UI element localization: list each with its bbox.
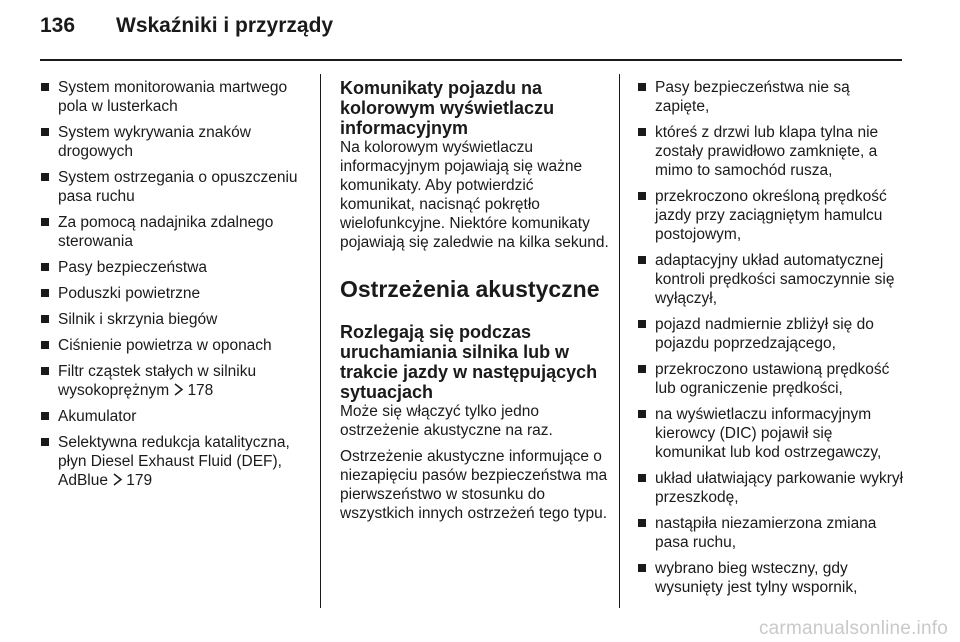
single-warning-paragraph: Może się włączyć tylko jedno ostrzeżenie akustyczne na raz. [340, 403, 553, 439]
bullet-square-icon [638, 474, 646, 482]
list-item [637, 360, 907, 398]
list-item-text: któreś z drzwi lub klapa tylna nie zostały prawidłowo zamknięte, a mimo to samochód rusza, [655, 124, 879, 179]
list-item-text: na wyświetlaczu informacyjnym kierowcy (DIC) pojawił się komunikat lub kod ostrzegawczy, [655, 406, 882, 461]
column-divider-left [320, 74, 321, 608]
acoustic-warnings-heading: Ostrzeżenia akustyczne [340, 276, 600, 302]
bullet-square-icon [41, 412, 49, 420]
header-divider [40, 59, 902, 61]
list-item [40, 168, 308, 206]
bullet-square-icon [41, 173, 49, 181]
list-item-text: nastąpiła niezamierzona zmiana pasa ruchu, [655, 515, 877, 551]
bullet-square-icon [638, 192, 646, 200]
list-item-text: Ciśnienie powietrza w oponach [58, 337, 272, 354]
bullet-square-icon [638, 410, 646, 418]
list-item-text: przekroczono określoną prędkość jazdy przy zaciągniętym hamulcu postojowym, [655, 188, 887, 243]
list-item [637, 78, 907, 116]
list-item-text: Pasy bezpieczeństwa nie są zapięte, [655, 79, 850, 115]
list-item [637, 405, 907, 462]
list-item [40, 123, 308, 161]
list-item-text: Poduszki powietrzne [58, 285, 201, 302]
list-item-text: adaptacyjny układ automatycznej kontroli prędkości samoczynnie się wyłączył, [655, 252, 895, 307]
list-item [637, 251, 907, 308]
list-item-text: Filtr cząstek stałych w silniku wysokoprężnym [58, 363, 257, 399]
list-item-text: układ ułatwiający parkowanie wykrył przeszkodę, [655, 470, 904, 506]
bullet-square-icon [638, 256, 646, 264]
middle-column [340, 78, 610, 530]
list-item [637, 187, 907, 244]
bullet-square-icon [41, 367, 49, 375]
bullet-square-icon [41, 263, 49, 271]
watermark: carmanualsonline.info [758, 618, 948, 639]
vehicle-messages-heading: Komunikaty pojazdu na kolorowym wyświetlaczu informacyjnym [340, 78, 555, 138]
list-item-text: System wykrywania znaków drogowych [58, 124, 251, 160]
bullet-square-icon [41, 315, 49, 323]
page-title: Wskaźniki i przyrządy [116, 14, 334, 37]
bullet-square-icon [638, 320, 646, 328]
page-number: 136 [40, 14, 76, 37]
list-item [40, 258, 308, 277]
list-item [637, 123, 907, 180]
bullet-square-icon [41, 289, 49, 297]
bullet-square-icon [41, 218, 49, 226]
page-reference-arrow-icon [112, 473, 123, 486]
acoustic-warnings-subheading: Rozlegają się podczas uruchamiania silnika lub w trakcie jazdy w następujących sytuacjach [340, 322, 598, 402]
list-item [40, 310, 308, 329]
list-item-text: System ostrzegania o opuszczeniu pasa ruchu [58, 169, 298, 205]
bullet-square-icon [638, 83, 646, 91]
list-item-text: Silnik i skrzynia biegów [58, 311, 218, 328]
page-reference-link[interactable] [112, 472, 152, 489]
list-item-text: Selektywna redukcja katalityczna, płyn Diesel Exhaust Fluid (DEF), AdBlue [58, 434, 290, 489]
warning-situations-list [637, 78, 907, 597]
column-divider-right [619, 74, 620, 608]
right-column [637, 78, 907, 604]
list-item [637, 315, 907, 353]
list-item [40, 336, 308, 355]
list-item-text: Akumulator [58, 408, 137, 425]
page-reference-number: 178 [187, 382, 214, 399]
page-reference-link[interactable] [173, 382, 213, 399]
left-column [40, 78, 308, 497]
list-item [637, 514, 907, 552]
list-item [637, 559, 907, 597]
list-item [40, 433, 308, 490]
list-item [40, 78, 308, 116]
bullet-square-icon [638, 519, 646, 527]
list-item [40, 407, 308, 426]
list-item [637, 469, 907, 507]
bullet-square-icon [638, 564, 646, 572]
list-item-text: System monitorowania martwego pola w lusterkach [58, 79, 288, 115]
bullet-square-icon [638, 128, 646, 136]
list-item-text: Pasy bezpieczeństwa [58, 259, 208, 276]
bullet-square-icon [41, 128, 49, 136]
page-reference-arrow-icon [173, 383, 184, 396]
list-item [40, 284, 308, 303]
list-item-text: przekroczono ustawioną prędkość lub ograniczenie prędkości, [655, 361, 890, 397]
list-item [40, 213, 308, 251]
list-item-text: pojazd nadmiernie zbliżył się do pojazdu poprzedzającego, [655, 316, 874, 352]
list-item-text: Za pomocą nadajnika zdalnego sterowania [58, 214, 274, 250]
indicator-list [40, 78, 308, 490]
bullet-square-icon [41, 438, 49, 446]
bullet-square-icon [638, 365, 646, 373]
vehicle-messages-paragraph: Na kolorowym wyświetlaczu informacyjnym pojawiają się ważne komunikaty. Aby potwierdzić komunikat, nacisnąć pokrętło wielofunkcyjne. Niektóre komunikaty pojawiają się zaledwie na kilka sekund. [340, 139, 609, 251]
page-reference-number: 179 [126, 472, 153, 489]
seatbelt-priority-paragraph: Ostrzeżenie akustyczne informujące o niezapięciu pasów bezpieczeństwa ma pierwszeństwo w stosunku do wszystkich innych ostrzeżeń tego typu. [340, 448, 608, 522]
list-item-text: wybrano bieg wsteczny, gdy wysunięty jest tylny wspornik, [655, 560, 858, 596]
bullet-square-icon [41, 83, 49, 91]
bullet-square-icon [41, 341, 49, 349]
list-item [40, 362, 308, 400]
